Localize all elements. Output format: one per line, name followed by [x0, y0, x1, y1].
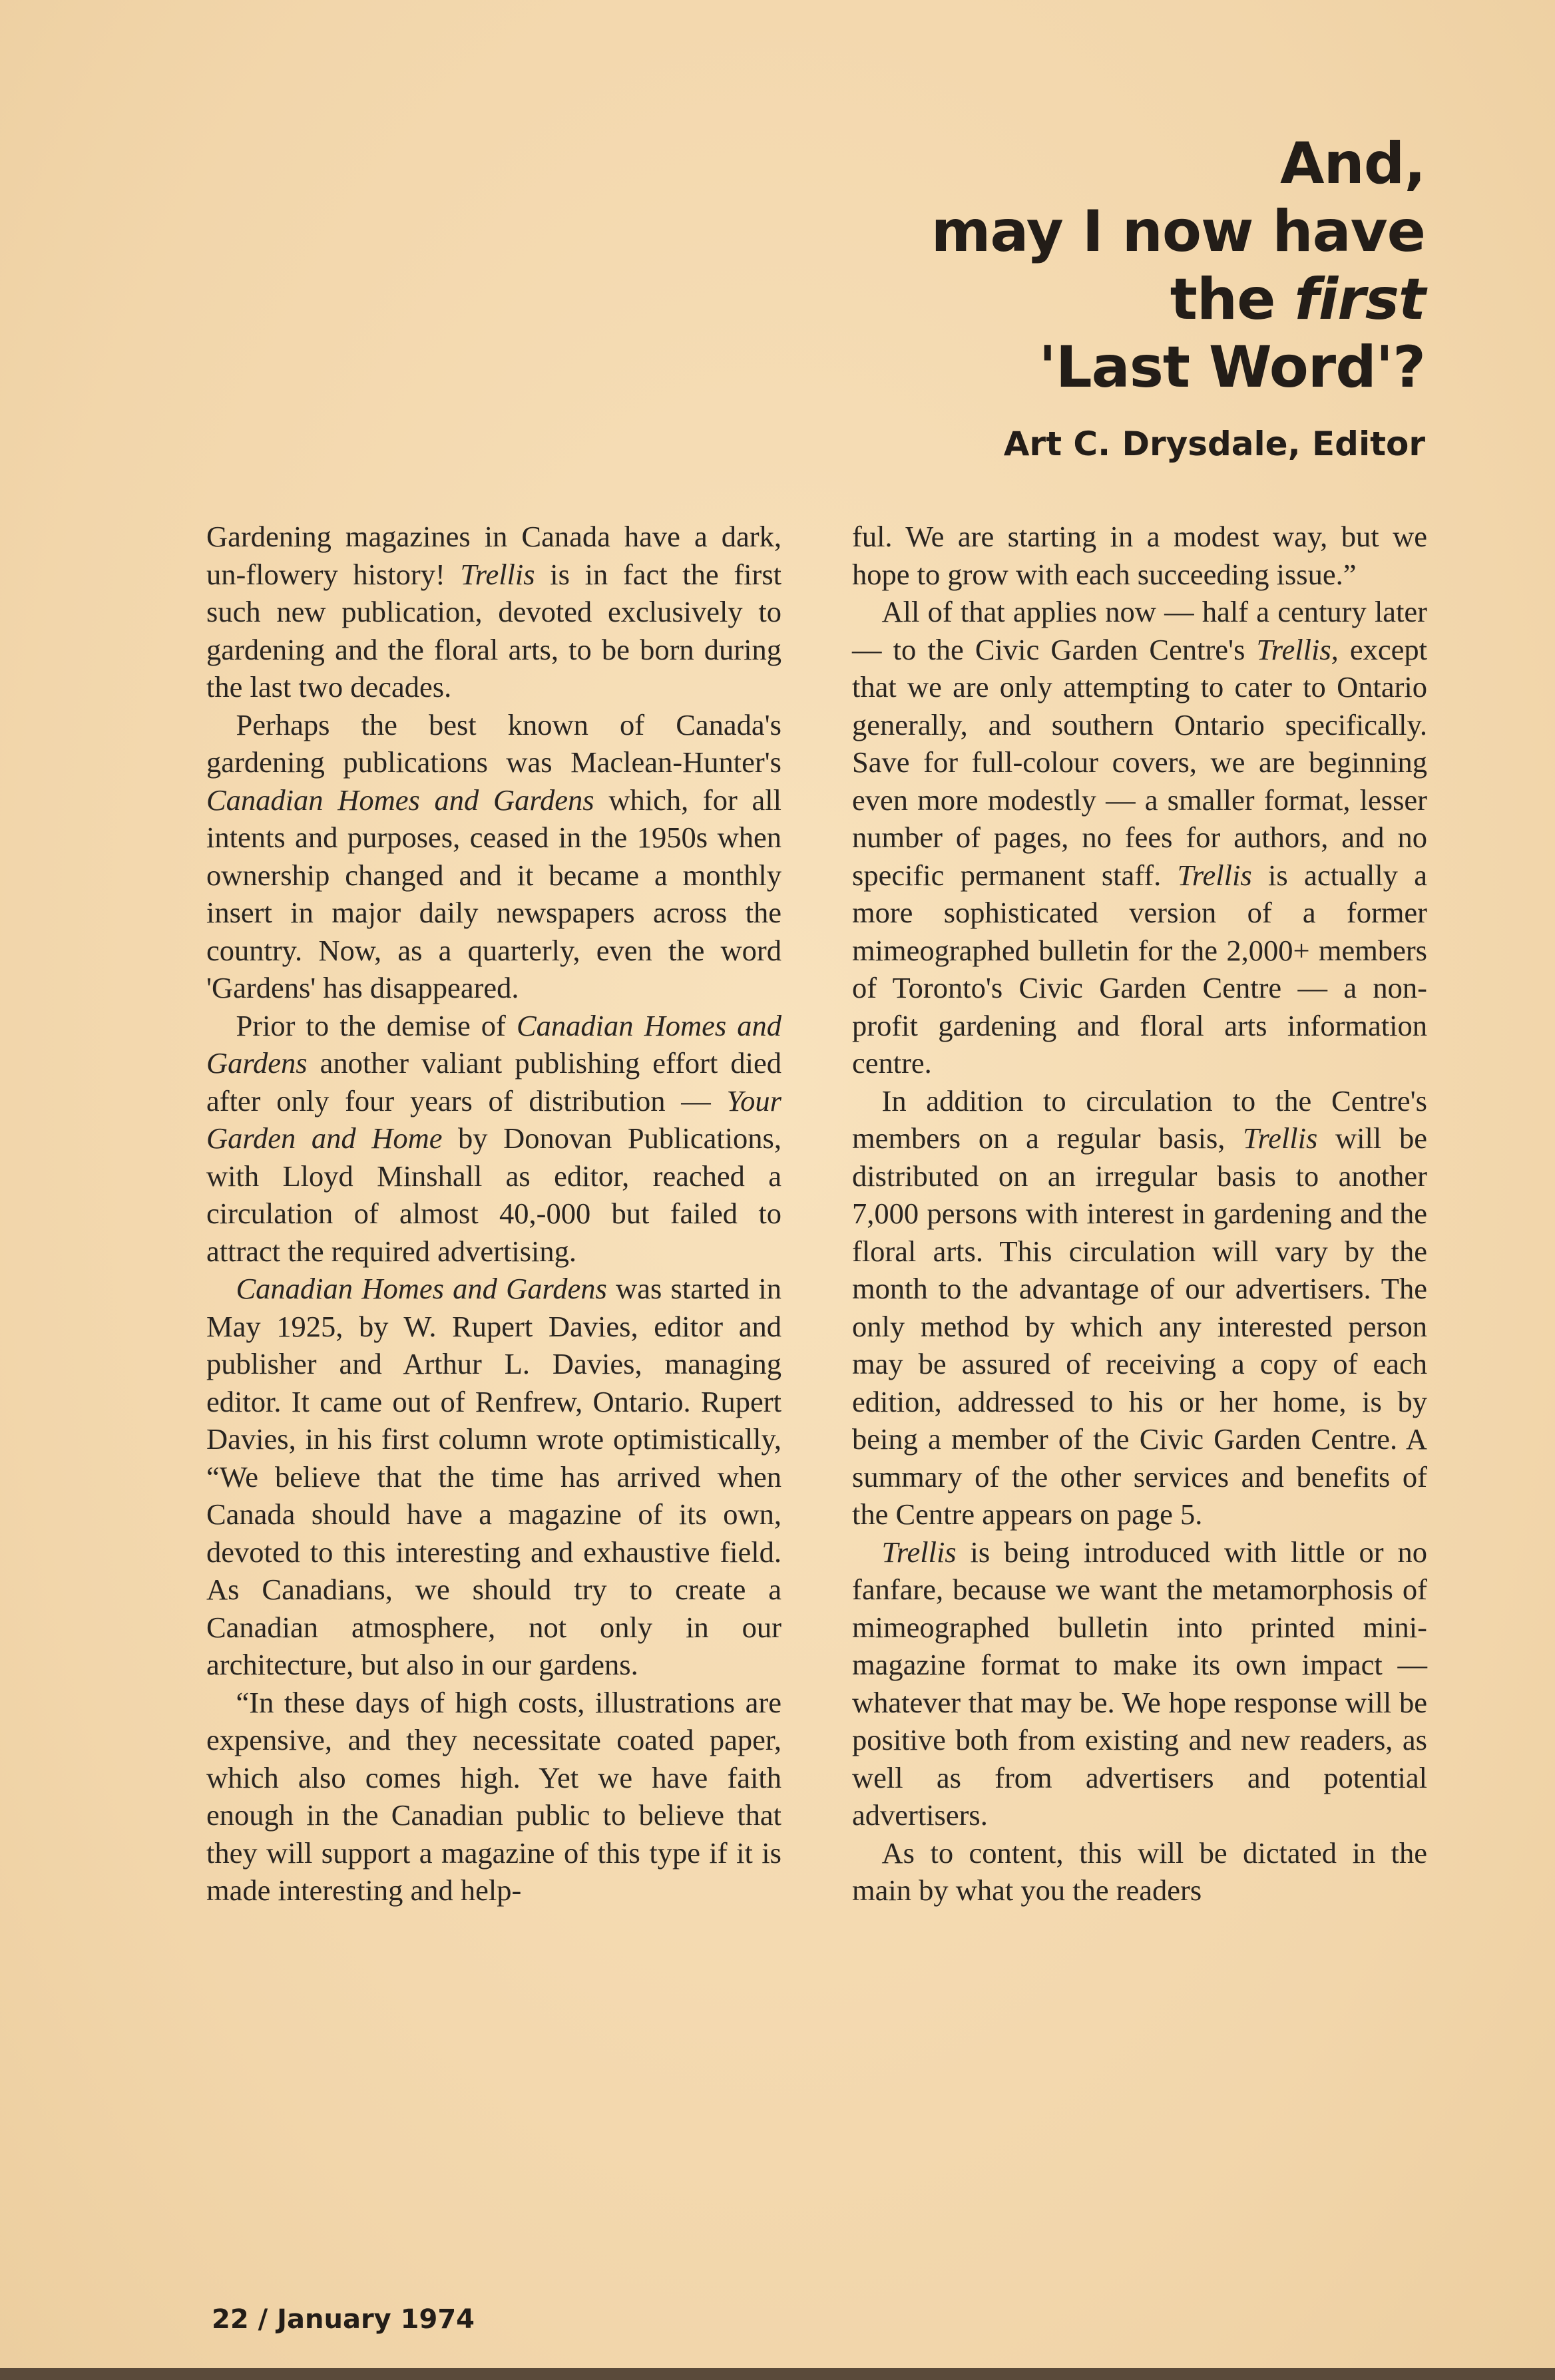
headline-line-1: And, — [1279, 130, 1425, 197]
headline-first-emphasis: first — [1294, 266, 1425, 333]
paragraph: Prior to the demise of Canadian Homes and Gardens another valiant publishing effort died after only four years of distribution — Your Garden and Home by Donovan Publications, with Lloyd Minshall as editor, reached a circulation of almost 40,-000 but failed to attract the required advertising. — [206, 1008, 781, 1268]
headline-line-4: 'Last Word'? — [1038, 334, 1425, 401]
paragraph: Canadian Homes and Gardens was started in May 1925, by W. Rupert Davies, editor and publisher and Arthur L. Davies, managing editor. It came out of Renfrew, Ontario. Rupert Davies, in his first column wrote optimistically, “We believe that the time has arrived when Canada should have a magazine of its own, devoted to this interesting and exhaustive field. As Canadians, we should try to create a Canadian atmosphere, not only in our architecture, but also in our gardens. — [206, 1272, 782, 1681]
headline-line-3 — [826, 266, 1425, 333]
page-footer: 22 / January 1974 — [212, 2304, 475, 2335]
paragraph: Trellis is being introduced with little or no fanfare, because we want the metamorphosis of mimeographed bulletin into printed mini-magazine format to make its own impact — whatever that may be. We hope response will be positive both from existing and new readers, as well as from advertisers and potential advertisers. — [852, 1535, 1427, 1832]
paragraph: All of that applies now — half a century later — to the Civic Garden Centre's Trellis, except that we are only attempting to cater to Ontario generally, and southern Ontario specifically. Save for full-colour covers, we are beginning even more modestly — a smaller format, lesser number of pages, no fees for authors, and no specific permanent staff. Trellis is actually a more sophisticated version of a former mimeographed bulletin for the 2,000+ members of Toronto's Civic Garden Centre — a non-profit gardening and floral arts information centre. — [852, 595, 1428, 1080]
left-column — [206, 518, 781, 1909]
paragraph: As to content, this will be dictated in the main by what you the readers — [852, 1836, 1427, 1907]
right-column — [852, 518, 1427, 1909]
page-bottom-edge — [0, 2368, 1555, 2380]
headline-line-3-pre: the — [1170, 266, 1295, 333]
paragraph: Gardening magazines in Canada have a dark, un-flowery history! Trellis is in fact the first such new publication, devoted exclusively to gardening and the floral arts, to be born during the last two decades. — [206, 520, 781, 703]
paragraph: ful. We are starting in a modest way, but we hope to grow with each succeeding issue.” — [852, 520, 1427, 591]
paragraph: In addition to circulation to the Centre's members on a regular basis, Trellis will be distributed on an irregular basis to another 7,000 persons with interest in gardening and the floral arts. This circulation will vary by the month to the advantage of our advertisers. The only method by which any interested person may be assured of receiving a copy of each edition, addressed to his or her home, is by being a member of the Civic Garden Centre. A summary of the other services and benefits of the Centre appears on page 5. — [852, 1084, 1427, 1531]
headline-line-2: may I now have — [931, 198, 1425, 265]
article-headline — [826, 130, 1425, 401]
author-byline: Art C. Drysdale, Editor — [1003, 425, 1425, 463]
paragraph: “In these days of high costs, illustrations are expensive, and they necessitate coated paper, which also comes high. Yet we have faith enough in the Canadian public to believe that they will support a magazine of this type if it is made interesting and help- — [206, 1685, 781, 1907]
paragraph: Perhaps the best known of Canada's gardening publications was Maclean-Hunter's Canadian Homes and Gardens which, for all intents and purposes, ceased in the 1950s when ownership changed and it became a monthly insert in major daily newspapers across the country. Now, as a quarterly, even the word 'Gardens' has disappeared. — [206, 707, 782, 1004]
